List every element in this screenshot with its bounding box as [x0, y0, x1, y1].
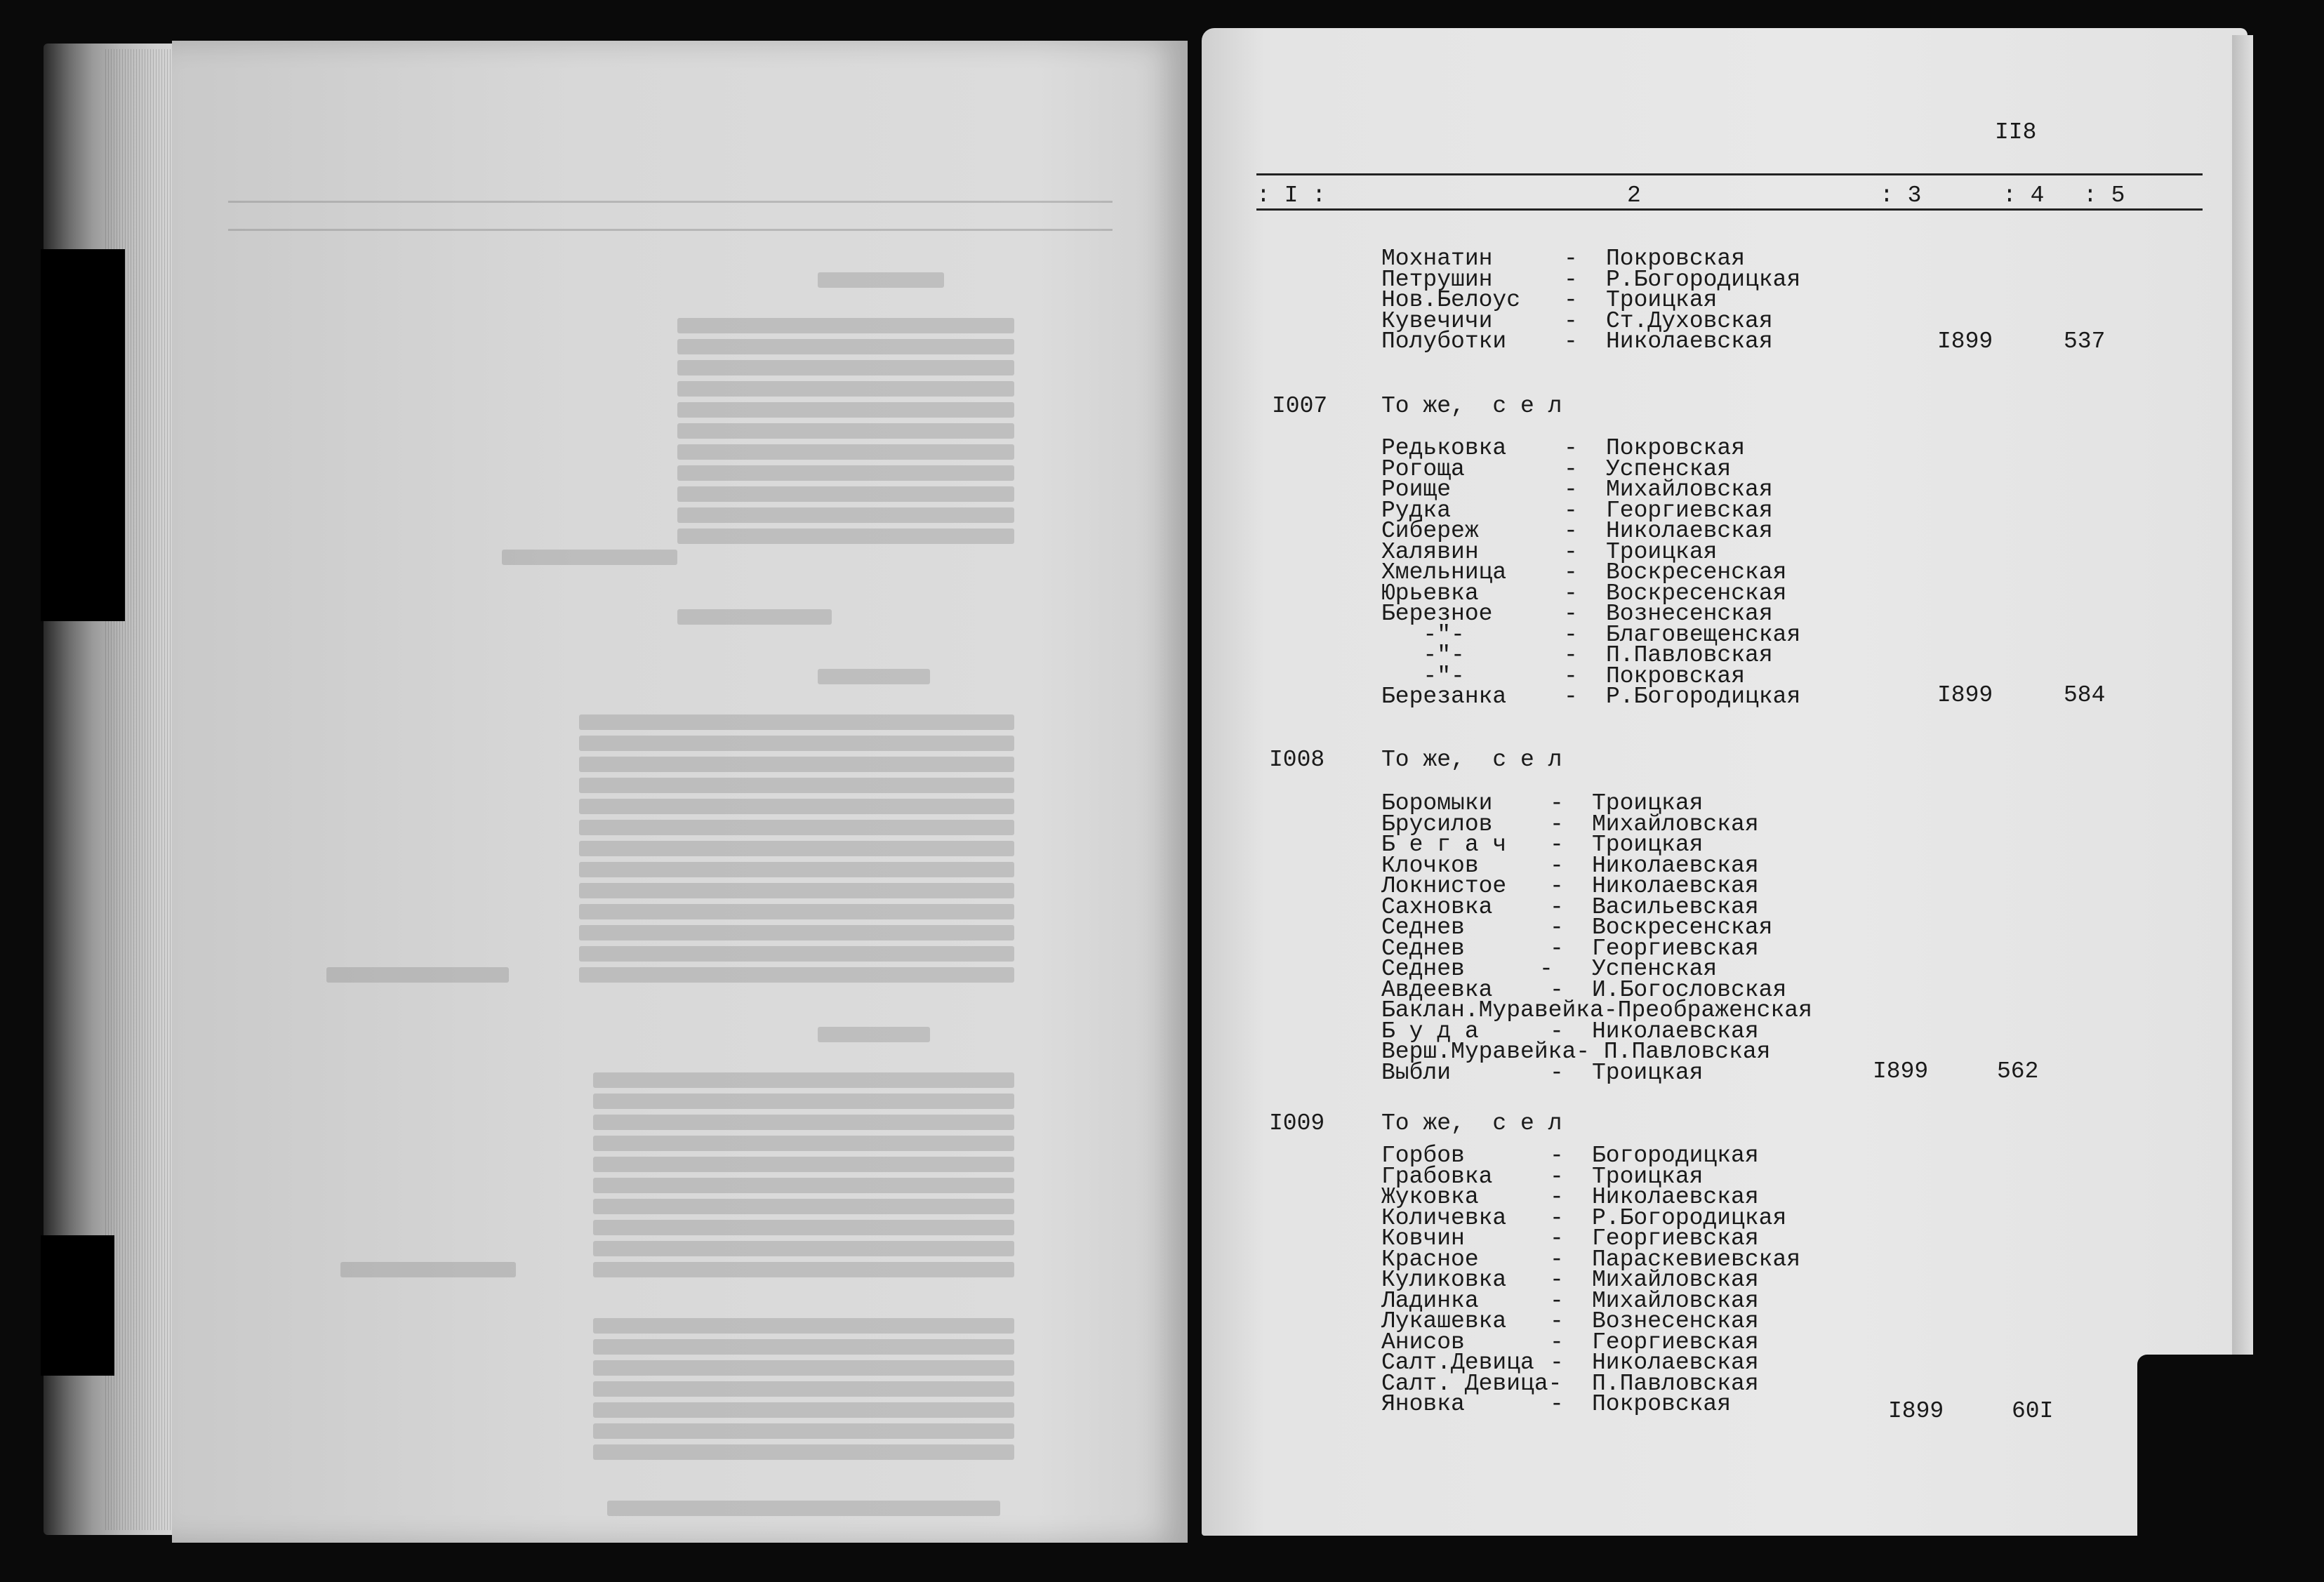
dash: - [1564, 266, 1578, 293]
column-header-3: : 3 [1880, 182, 1922, 208]
dash: - [1550, 1018, 1564, 1044]
parish: Вознесенская [1592, 1308, 1759, 1334]
parish: Троицкая [1592, 832, 1704, 858]
column-header-2: 2 [1627, 182, 1641, 208]
dash: - [1550, 1391, 1564, 1417]
dash: - [1564, 621, 1578, 648]
parish: Троицкая [1592, 1059, 1704, 1086]
village: Б е г а ч [1381, 832, 1507, 858]
village: -"- [1381, 642, 1465, 668]
header-rule-bottom [1256, 208, 2203, 211]
village: Ладинка [1381, 1287, 1479, 1314]
village: Авдеевка [1381, 976, 1493, 1003]
year: I899 [1873, 1058, 1929, 1084]
next-page-edge [2232, 35, 2253, 1527]
black-tab-lower [41, 1235, 114, 1376]
village: -"- [1381, 663, 1465, 689]
column-header-1: : I : [1256, 182, 1327, 208]
parish: Успенская [1592, 956, 1718, 982]
section-number: I007 [1272, 393, 1328, 419]
parish: Георгиевская [1592, 1329, 1759, 1355]
village: Седнев [1381, 915, 1465, 940]
village: Куликовка [1381, 1267, 1507, 1293]
village: Лукашевка [1381, 1308, 1507, 1334]
parish: Николаевская [1592, 873, 1759, 899]
village: Рудка [1381, 497, 1452, 524]
parish: Николаевская [1592, 1350, 1759, 1376]
village: Ковчин [1381, 1225, 1465, 1251]
parish: П.Павловская [1592, 1370, 1759, 1397]
parish: Николаевская [1606, 518, 1773, 544]
dash: - [1564, 663, 1578, 689]
parish: Михайловская [1592, 1287, 1759, 1314]
dash: - [1564, 497, 1578, 524]
dash: - [1564, 559, 1578, 585]
parish: Николаевская [1606, 328, 1773, 354]
village: Грабовка [1381, 1163, 1493, 1190]
dash: - [1564, 642, 1578, 668]
parish: Воскресенская [1606, 559, 1787, 585]
village: Сахновка [1381, 893, 1493, 920]
village: Хмельница [1381, 559, 1507, 585]
dash: - [1564, 328, 1578, 354]
parish: Успенская [1606, 456, 1732, 482]
parish: Покровская [1606, 663, 1746, 689]
dash: - [1550, 1163, 1564, 1190]
dash: - [1550, 1308, 1564, 1334]
dash: - [1550, 1329, 1564, 1355]
parish: Михайловская [1592, 811, 1759, 837]
parish: Р.Богородицкая [1592, 1204, 1787, 1231]
dash: - [1550, 1350, 1564, 1376]
parish: И.Богословская [1592, 976, 1787, 1003]
year: I899 [1937, 682, 1993, 708]
village: Рогоща [1381, 456, 1465, 482]
dash: - [1550, 1267, 1564, 1293]
dash: - [1539, 956, 1553, 982]
village: Выбли [1381, 1059, 1452, 1086]
dash: - [1550, 811, 1564, 837]
count: 584 [2064, 682, 2106, 708]
parish: Георгиевская [1606, 497, 1773, 524]
dash: - [1550, 1059, 1564, 1086]
parish: Троицкая [1592, 790, 1704, 816]
village: Клочков [1381, 852, 1479, 879]
village: Мохнатин [1381, 246, 1493, 272]
village: Верш.Муравейка- П.Павловская [1381, 1039, 1771, 1065]
parish: Р.Богородицкая [1606, 684, 1801, 710]
village: Б у д а [1381, 1018, 1479, 1044]
dash: - [1550, 1204, 1564, 1231]
header-rule-top [1256, 173, 2203, 175]
parish: Вознесенская [1606, 601, 1773, 627]
page-cutout [2137, 1355, 2257, 1537]
village: Нов.Белоус [1381, 287, 1521, 313]
dash: - [1564, 477, 1578, 503]
dash: - [1550, 1246, 1564, 1272]
parish: Михайловская [1592, 1267, 1759, 1293]
black-tab-upper [41, 249, 125, 621]
dash: - [1564, 287, 1578, 313]
village: Кувечичи [1381, 307, 1493, 334]
village: Горбов [1381, 1143, 1465, 1169]
village: Роище [1381, 477, 1452, 503]
dash: - [1564, 435, 1578, 461]
dash: - [1550, 1184, 1564, 1210]
dash: - [1550, 873, 1564, 899]
dash: - [1550, 976, 1564, 1003]
village: Седнев [1381, 935, 1465, 962]
parish: П.Павловская [1606, 642, 1773, 668]
parish: Покровская [1606, 246, 1746, 272]
village: Яновка [1381, 1391, 1465, 1417]
count: 562 [1997, 1058, 2039, 1084]
count: 60I [2012, 1398, 2054, 1424]
section-title: То же, с е л [1381, 1110, 1562, 1136]
column-header-4: : 4 [2003, 182, 2045, 208]
village: Полуботки [1381, 328, 1507, 354]
parish: Благовещенская [1606, 621, 1801, 648]
village: -"- [1381, 621, 1465, 648]
village: Сибереж [1381, 518, 1479, 544]
dash: - [1564, 684, 1578, 710]
parish: Покровская [1592, 1391, 1732, 1417]
village: Юрьевка [1381, 580, 1479, 606]
parish: Николаевская [1592, 852, 1759, 879]
village: Халявин [1381, 538, 1479, 565]
dash: - [1550, 832, 1564, 858]
column-header-5: : 5 [2083, 182, 2125, 208]
section-number: I009 [1269, 1110, 1325, 1136]
section-title: То же, с е л [1381, 393, 1562, 419]
village: Петрушин [1381, 266, 1493, 293]
parish: Николаевская [1592, 1184, 1759, 1210]
dash: - [1564, 518, 1578, 544]
dash: - [1564, 538, 1578, 565]
village: Локнистое [1381, 873, 1507, 899]
parish: Воскресенская [1592, 915, 1773, 940]
parish: Покровская [1606, 435, 1746, 461]
parish: Георгиевская [1592, 1225, 1759, 1251]
parish: Троицкая [1606, 538, 1718, 565]
dash: - [1550, 935, 1564, 962]
village: Салт. Девица- [1381, 1370, 1562, 1397]
dash: - [1550, 915, 1564, 940]
village: Баклан.Муравейка-Преображенская [1381, 997, 1812, 1023]
dash: - [1550, 893, 1564, 920]
parish: Богородицкая [1592, 1143, 1759, 1169]
dash: - [1564, 580, 1578, 606]
count: 537 [2064, 328, 2106, 354]
dash: - [1564, 456, 1578, 482]
parish: Параскевиевская [1592, 1246, 1801, 1272]
left-page-bleedthrough [172, 41, 1188, 1543]
parish: Михайловская [1606, 477, 1773, 503]
section-title: То же, с е л [1381, 747, 1562, 773]
village: Количевка [1381, 1204, 1507, 1231]
village: Седнев [1381, 956, 1465, 982]
parish: Георгиевская [1592, 935, 1759, 962]
dash: - [1550, 1143, 1564, 1169]
village: Березное [1381, 601, 1493, 627]
village: Анисов [1381, 1329, 1465, 1355]
parish: Васильевская [1592, 893, 1759, 920]
parish: Воскресенская [1606, 580, 1787, 606]
dash: - [1564, 601, 1578, 627]
parish: Троицкая [1606, 287, 1718, 313]
page-number: II8 [1995, 119, 2037, 145]
village: Боромыки [1381, 790, 1493, 816]
dash: - [1550, 1225, 1564, 1251]
year: I899 [1888, 1398, 1944, 1424]
dash: - [1550, 790, 1564, 816]
dash: - [1564, 307, 1578, 334]
year: I899 [1937, 328, 1993, 354]
section-number: I008 [1269, 747, 1325, 773]
dash: - [1550, 852, 1564, 879]
dash: - [1564, 246, 1578, 272]
dash: - [1550, 1287, 1564, 1314]
village: Редьковка [1381, 435, 1507, 461]
village: Жуковка [1381, 1184, 1479, 1210]
parish: Ст.Духовская [1606, 307, 1773, 334]
parish: Николаевская [1592, 1018, 1759, 1044]
parish: Р.Богородицкая [1606, 266, 1801, 293]
village: Красное [1381, 1246, 1479, 1272]
village: Березанка [1381, 684, 1507, 710]
village: Салт.Девица [1381, 1350, 1534, 1376]
village: Брусилов [1381, 811, 1493, 837]
parish: Троицкая [1592, 1163, 1704, 1190]
